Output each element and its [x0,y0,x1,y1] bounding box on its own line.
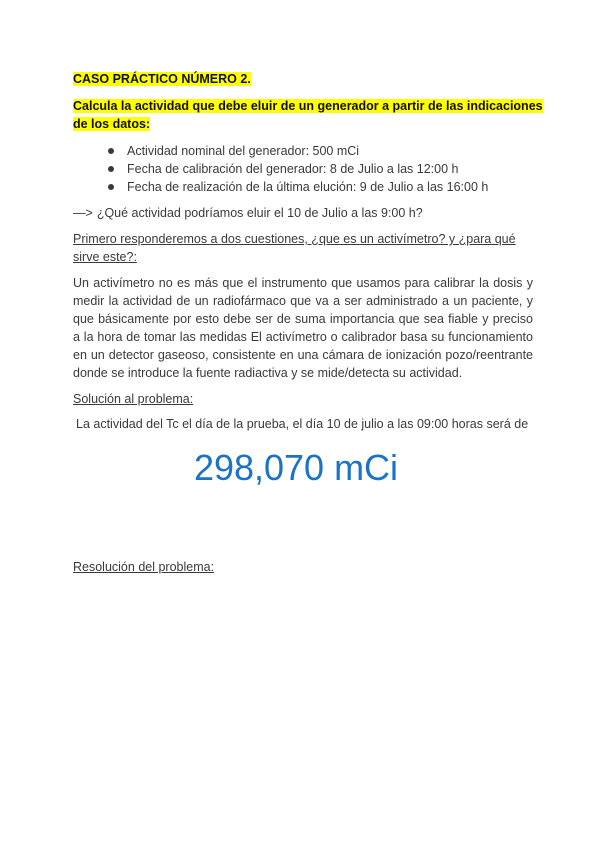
explanation-paragraph: Un activímetro no es más que el instrumento que usamos para calibrar la dosis y medir la actividad de un radiofármaco que va a ser administrado a un paciente, y que básicamente por esto debe ser de suma importancia que sea fiable y preciso a la hora de tomar las medidas El activímetro o calibrador basa su funcionamiento en un detector gaseoso, consistente en una cámara de ionización pozo/reentrante donde se introduce la fuente radiactiva y se mide/detecta su actividad. [73,276,533,380]
bullet-icon [108,148,114,154]
list-item-text: Fecha de realización de la última elución: 9 de Julio a las 16:00 h [127,180,489,194]
subheading-activimetro [73,230,523,266]
question-line [73,204,423,222]
question-text: ¿Qué actividad podríamos eluir el 10 de Julio a las 9:00 h? [96,206,423,220]
case-title [73,71,251,87]
list-item [105,160,488,178]
bullet-icon [108,184,114,190]
exercise-prompt-text: Calcula la actividad que debe eluir de un generador a partir de las indicaciones de los datos: [73,99,543,131]
exercise-prompt [73,97,543,133]
arrow-icon: —> [73,206,93,220]
list-item-text: Actividad nominal del generador: 500 mCi [127,144,360,158]
subheading-resolucion-text: Resolución del problema: [73,560,215,574]
subheading-resolucion [73,558,214,576]
data-list [105,142,488,196]
list-item [105,142,488,160]
list-item-text: Fecha de calibración del generador: 8 de Julio a las 12:00 h [127,162,459,176]
subheading-activimetro-text: Primero responderemos a dos cuestiones, ¿que es un activímetro? y ¿para qué sirve este?: [73,232,516,264]
result-value: 298,070 mCi [193,447,399,488]
subheading-solucion [73,390,193,408]
subheading-solucion-text: Solución al problema: [73,392,194,406]
case-title-text: CASO PRÁCTICO NÚMERO 2. [73,72,251,86]
result-sentence: La actividad del Tc el día de la prueba, el día 10 de julio a las 09:00 horas será de [76,417,529,431]
bullet-icon [108,166,114,172]
list-item [105,178,488,196]
